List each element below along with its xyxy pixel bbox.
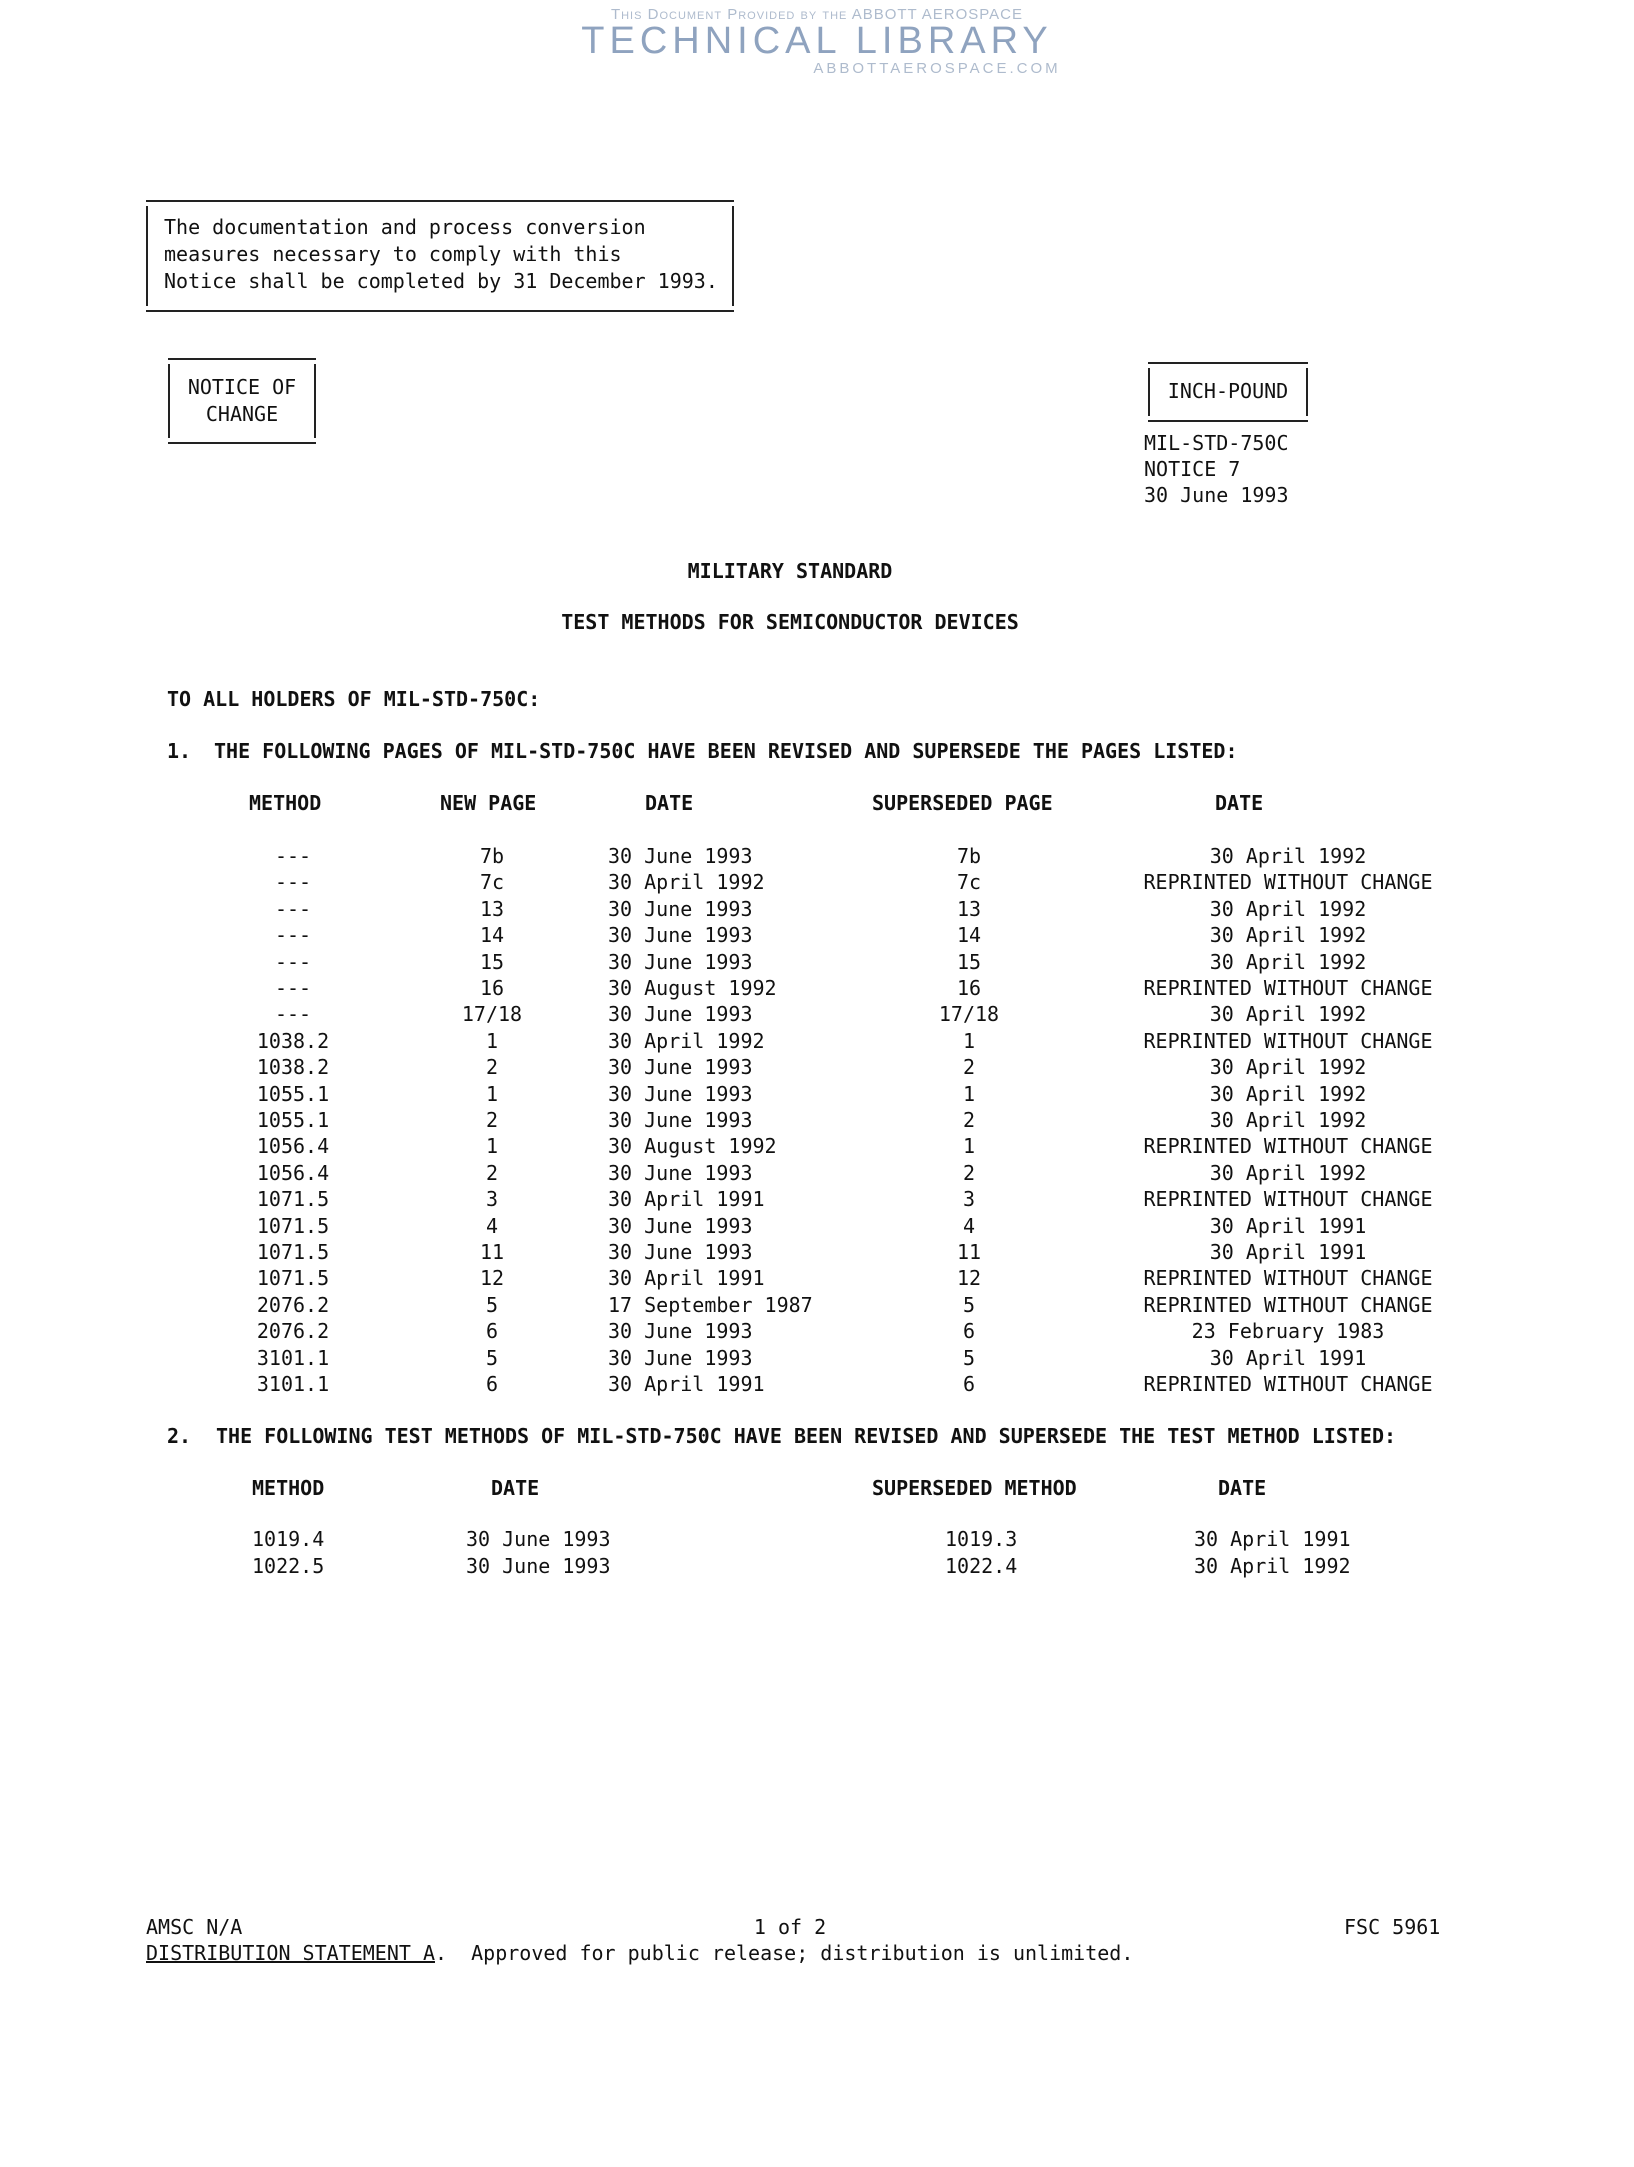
cell-superseded-page: 6 (962, 1319, 976, 1344)
cell-new-page: 2 (485, 1160, 499, 1185)
cell-superseded-page: 6 (962, 1372, 976, 1396)
cell-superseded-page: 15 (956, 949, 982, 974)
section2-number: 2. (167, 1424, 192, 1448)
distribution-label: DISTRIBUTION STATEMENT A (146, 1941, 435, 1965)
table-row (0, 1240, 1634, 1267)
compliance-line-1: The documentation and process conversion (164, 215, 646, 239)
cell-superseded-date: 30 April 1992 (1209, 844, 1367, 868)
cell-method: --- (274, 923, 312, 948)
cell-method: 1071.5 (256, 1266, 330, 1291)
cell-new-page: 7c (479, 870, 505, 895)
cell-superseded-date: 30 April 1992 (1209, 923, 1367, 948)
cell-superseded-date: 30 April 1991 (1209, 1213, 1367, 1238)
table-row (0, 1055, 1634, 1082)
cell-superseded-date: 30 April 1991 (1194, 1527, 1351, 1551)
cell-new-page: 5 (485, 1292, 499, 1317)
table-row (0, 1346, 1634, 1373)
cell-superseded-page: 1 (962, 1028, 976, 1053)
cell-date: 30 August 1992 (608, 976, 777, 1000)
cell-new-page: 6 (485, 1319, 499, 1344)
cell-new-page: 7b (479, 844, 505, 868)
cell-superseded-date: REPRINTED WITHOUT CHANGE (1143, 1028, 1433, 1053)
cell-superseded-date: REPRINTED WITHOUT CHANGE (1143, 870, 1433, 895)
cell-date: 30 June 1993 (608, 1055, 753, 1080)
table-row (0, 923, 1634, 950)
cell-new-page: 12 (479, 1266, 505, 1291)
cell-date: 30 June 1993 (608, 1081, 753, 1106)
cell-superseded-date: REPRINTED WITHOUT CHANGE (1143, 976, 1433, 1000)
cell-new-page: 16 (479, 976, 505, 1000)
cell-superseded-page: 16 (956, 976, 982, 1000)
cell-superseded-page: 12 (956, 1266, 982, 1291)
cell-superseded-page: 1 (962, 1134, 976, 1159)
cell-date: 30 June 1993 (466, 1554, 611, 1578)
header2-date: DATE (491, 1476, 540, 1500)
cell-new-page: 1 (485, 1134, 499, 1159)
cell-superseded-page: 2 (962, 1108, 976, 1132)
table-row (0, 1108, 1634, 1135)
cell-method: 1019.4 (252, 1527, 325, 1551)
cell-superseded-date: 30 April 1992 (1209, 1055, 1367, 1080)
header-superseded-date: DATE (1215, 791, 1264, 815)
header2-superseded-method: SUPERSEDED METHOD (872, 1476, 1077, 1500)
cell-method: 2076.2 (256, 1292, 330, 1317)
cell-new-page: 6 (485, 1372, 499, 1396)
cell-date: 30 April 1991 (608, 1187, 765, 1212)
cell-new-page: 11 (479, 1240, 505, 1264)
cell-method: 1056.4 (256, 1160, 330, 1185)
compliance-line-3: Notice shall be completed by 31 December 1993. (164, 269, 718, 293)
cell-superseded-page: 5 (962, 1345, 976, 1370)
section1-header-row (0, 791, 1634, 818)
cell-superseded-date: 30 April 1992 (1194, 1554, 1351, 1578)
table-row (0, 1187, 1634, 1214)
cell-date: 30 June 1993 (608, 923, 753, 948)
doc-notice: NOTICE 7 (1144, 457, 1241, 481)
cell-method: 1055.1 (256, 1108, 330, 1132)
cell-date: 30 August 1992 (608, 1134, 777, 1159)
cell-superseded-date: 30 April 1991 (1209, 1345, 1367, 1370)
inch-pound-box (1148, 362, 1308, 422)
notice-of-change-box (168, 358, 316, 444)
cell-superseded-page: 2 (962, 1160, 976, 1185)
cell-superseded-page: 4 (962, 1213, 976, 1238)
table-row (0, 950, 1634, 977)
cell-new-page: 15 (479, 949, 505, 974)
cell-superseded-date: 30 April 1992 (1209, 896, 1367, 921)
cell-superseded-method: 1019.3 (945, 1527, 1018, 1551)
cell-superseded-method: 1022.4 (945, 1554, 1018, 1578)
cell-superseded-page: 1 (962, 1081, 976, 1106)
addressee: TO ALL HOLDERS OF MIL-STD-750C: (167, 687, 541, 711)
cell-superseded-page: 11 (956, 1240, 982, 1264)
cell-date: 30 April 1992 (608, 870, 765, 895)
cell-method: 1056.4 (256, 1134, 330, 1159)
cell-superseded-page: 2 (962, 1055, 976, 1080)
cell-superseded-page: 7b (956, 844, 982, 868)
cell-method: --- (274, 976, 312, 1000)
cell-method: --- (274, 896, 312, 921)
section2-text: THE FOLLOWING TEST METHODS OF MIL-STD-750C HAVE BEEN REVISED AND SUPERSEDE THE TEST METHOD LISTED: (216, 1424, 1397, 1448)
cell-new-page: 17/18 (461, 1002, 523, 1027)
cell-date: 30 June 1993 (608, 896, 753, 921)
watermark-url: ABBOTTAEROSPACE.COM (813, 60, 1061, 77)
table-row (0, 1214, 1634, 1241)
cell-date: 30 June 1993 (608, 844, 753, 868)
cell-superseded-date: 30 April 1991 (1209, 1240, 1367, 1264)
cell-date: 30 April 1991 (608, 1266, 765, 1291)
compliance-notice-box (146, 200, 734, 312)
footer-amsc: AMSC N/A (146, 1915, 243, 1939)
cell-superseded-date: REPRINTED WITHOUT CHANGE (1143, 1372, 1433, 1396)
table-row (0, 1527, 1634, 1554)
cell-date: 30 June 1993 (608, 1240, 753, 1264)
cell-superseded-page: 5 (962, 1292, 976, 1317)
table-row (0, 1372, 1634, 1399)
header-date: DATE (645, 791, 694, 815)
cell-date: 30 April 1991 (608, 1372, 765, 1396)
cell-method: 1022.5 (252, 1554, 325, 1578)
cell-date: 30 June 1993 (608, 1345, 753, 1370)
cell-method: 1055.1 (256, 1081, 330, 1106)
title-line-2: TEST METHODS FOR SEMICONDUCTOR DEVICES (561, 610, 1019, 634)
watermark-title: TECHNICAL LIBRARY (581, 20, 1053, 62)
table-row (0, 1266, 1634, 1293)
footer-distribution (146, 1940, 1133, 1967)
table-row (0, 1029, 1634, 1056)
cell-superseded-date: REPRINTED WITHOUT CHANGE (1143, 1292, 1433, 1317)
cell-date: 30 June 1993 (608, 949, 753, 974)
distribution-text: . Approved for public release; distribution is unlimited. (434, 1941, 1134, 1965)
cell-superseded-date: 23 February 1983 (1191, 1319, 1385, 1344)
cell-superseded-page: 3 (962, 1187, 976, 1212)
cell-method: 1071.5 (256, 1213, 330, 1238)
cell-superseded-date: REPRINTED WITHOUT CHANGE (1143, 1187, 1433, 1212)
cell-method: 1038.2 (256, 1028, 330, 1053)
table-row (0, 844, 1634, 871)
table-row (0, 976, 1634, 1003)
cell-date: 30 June 1993 (466, 1527, 611, 1551)
cell-method: 1071.5 (256, 1187, 330, 1212)
doc-date: 30 June 1993 (1144, 483, 1289, 507)
cell-superseded-page: 13 (956, 896, 982, 921)
cell-date: 30 June 1993 (608, 1160, 753, 1185)
header2-method: METHOD (252, 1476, 325, 1500)
cell-new-page: 2 (485, 1055, 499, 1080)
cell-method: --- (274, 1002, 312, 1027)
table-row (0, 1082, 1634, 1109)
cell-method: --- (274, 949, 312, 974)
footer-page-number: 1 of 2 (753, 1915, 827, 1939)
cell-superseded-page: 17/18 (938, 1002, 1000, 1027)
table-row (0, 870, 1634, 897)
section2-header-row (0, 1476, 1634, 1503)
cell-superseded-date: REPRINTED WITHOUT CHANGE (1143, 1134, 1433, 1159)
compliance-line-2: measures necessary to comply with this (164, 242, 622, 266)
notice-of-change-line-2: CHANGE (205, 402, 279, 426)
cell-superseded-date: 30 April 1992 (1209, 1081, 1367, 1106)
cell-method: 3101.1 (256, 1345, 330, 1370)
header-method: METHOD (249, 791, 322, 815)
cell-new-page: 5 (485, 1345, 499, 1370)
section1-number: 1. (167, 739, 192, 763)
cell-superseded-date: 30 April 1992 (1209, 1160, 1367, 1185)
cell-method: 2076.2 (256, 1319, 330, 1344)
cell-date: 17 September 1987 (608, 1292, 813, 1317)
table-row (0, 1161, 1634, 1188)
cell-new-page: 14 (479, 923, 505, 948)
footer-fsc: FSC 5961 (1344, 1915, 1441, 1939)
cell-superseded-page: 7c (956, 870, 982, 895)
cell-method: 3101.1 (256, 1372, 330, 1396)
notice-of-change-line-1: NOTICE OF (187, 375, 297, 399)
cell-superseded-date: 30 April 1992 (1209, 1108, 1367, 1132)
cell-method: 1071.5 (256, 1240, 330, 1264)
cell-date: 30 June 1993 (608, 1319, 753, 1344)
watermark-line1: This Document Provided by the ABBOTT AEROSPACE (610, 6, 1024, 23)
cell-method: 1038.2 (256, 1055, 330, 1080)
cell-new-page: 3 (485, 1187, 499, 1212)
cell-superseded-date: REPRINTED WITHOUT CHANGE (1143, 1266, 1433, 1291)
table-row (0, 1134, 1634, 1161)
cell-new-page: 4 (485, 1213, 499, 1238)
section1-text: THE FOLLOWING PAGES OF MIL-STD-750C HAVE BEEN REVISED AND SUPERSEDE THE PAGES LISTED: (214, 739, 1238, 763)
cell-date: 30 June 1993 (608, 1213, 753, 1238)
cell-superseded-date: 30 April 1992 (1209, 949, 1367, 974)
table-row (0, 1002, 1634, 1029)
cell-superseded-date: 30 April 1992 (1209, 1002, 1367, 1027)
inch-pound-label: INCH-POUND (1167, 379, 1289, 403)
table-row (0, 1319, 1634, 1346)
table-row (0, 897, 1634, 924)
cell-method: --- (274, 870, 312, 895)
header-superseded-page: SUPERSEDED PAGE (872, 791, 1053, 815)
cell-new-page: 1 (485, 1081, 499, 1106)
header-new-page: NEW PAGE (440, 791, 537, 815)
cell-superseded-page: 14 (956, 923, 982, 948)
doc-standard: MIL-STD-750C (1144, 431, 1289, 455)
cell-method: --- (274, 844, 312, 868)
cell-new-page: 1 (485, 1028, 499, 1053)
cell-date: 30 June 1993 (608, 1002, 753, 1027)
title-line-1: MILITARY STANDARD (687, 559, 893, 583)
cell-new-page: 2 (485, 1108, 499, 1132)
header2-superseded-date: DATE (1218, 1476, 1267, 1500)
cell-date: 30 April 1992 (608, 1028, 765, 1053)
table-row (0, 1293, 1634, 1320)
cell-date: 30 June 1993 (608, 1108, 753, 1132)
table-row (0, 1554, 1634, 1581)
cell-new-page: 13 (479, 896, 505, 921)
